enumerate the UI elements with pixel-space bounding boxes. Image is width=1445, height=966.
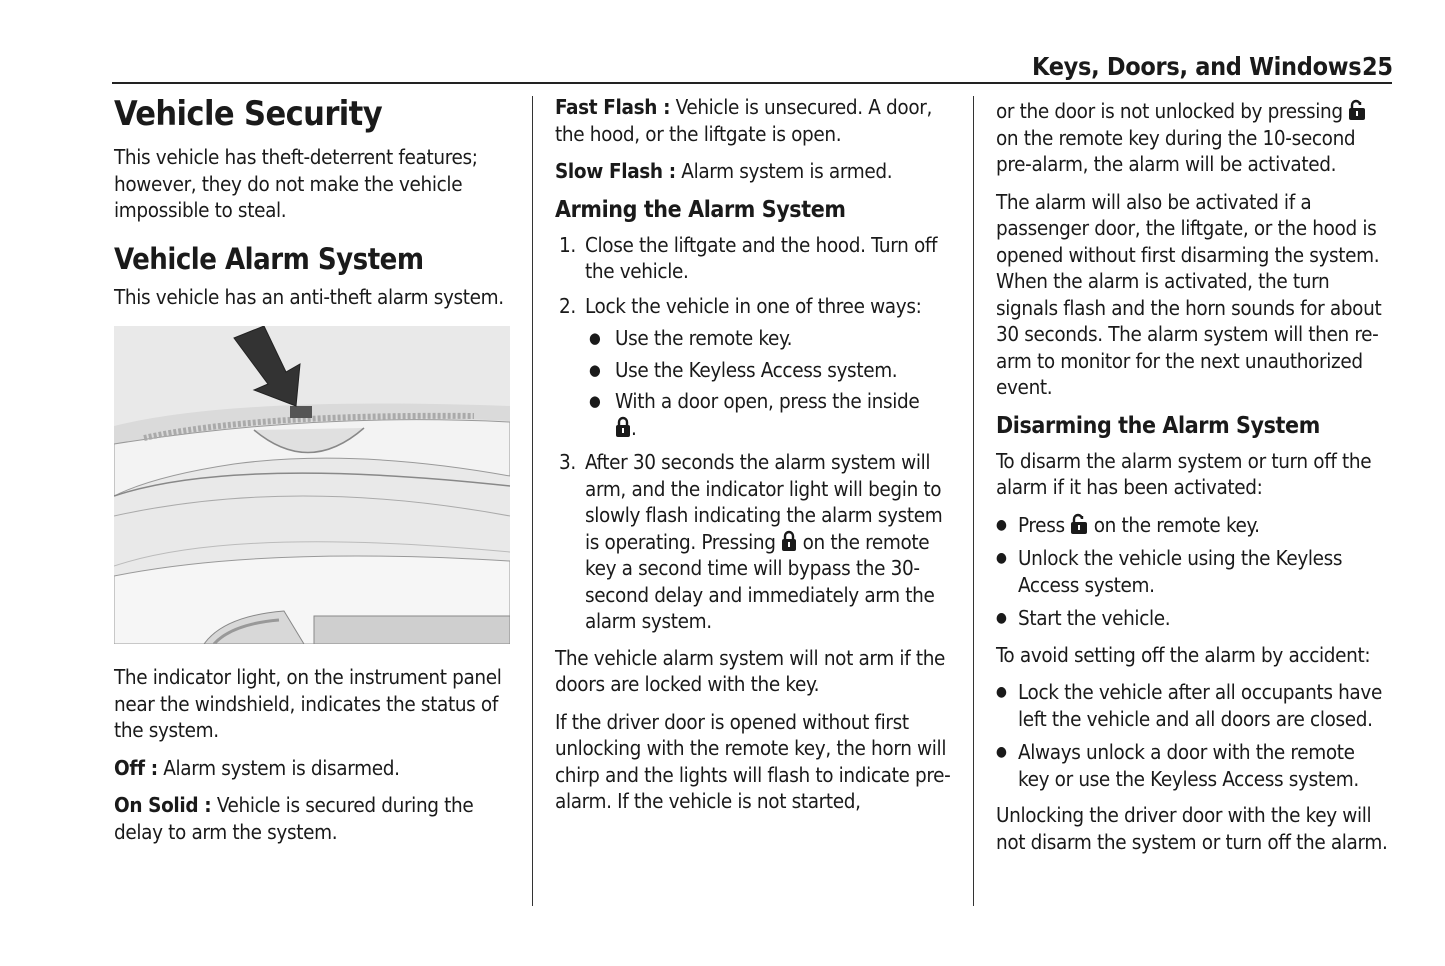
step-3-text-a: After 30 seconds the alarm system will arm, and the indicator light will begin to slowly flash indicating the alarm system is operating. Pressing [585,450,943,554]
padlock-closed-icon [615,416,631,438]
arming-heading: Arming the Alarm System [555,196,846,223]
lock-way-text: With a door open, press the inside [615,389,920,413]
avoid-item: ● Always unlock a door with the remote key or use the Keyless Access system. [996,739,1391,792]
indicator-description: The indicator light, on the instrument panel near the windshield, indicates the status of the system. [114,665,502,742]
step-1-number: 1. [559,232,576,257]
slow-flash-text: Alarm system is armed. [675,159,893,183]
disarm-list [996,512,1391,632]
step-3-number: 3. [559,450,576,474]
arming-steps [555,232,955,635]
column-2 [555,94,955,826]
column-3 [996,98,1391,866]
fast-flash-text: Vehicle is unsecured. A door, the hood, or the liftgate is open. [555,95,932,146]
step-1 [555,232,955,285]
step-2 [555,293,955,442]
status-off-label: Off : [114,755,158,780]
status-on-solid-text: Vehicle is secured during the delay to arm the system. [114,793,474,844]
step-3-text-b: on the remote key a second time will bypass the 30-second delay and immediately arm the alarm system. [585,529,935,633]
column-divider-1 [532,96,533,906]
pre-alarm-text-b: on the remote key during the 10-second pre-alarm, the alarm will be activated. [996,125,1356,176]
padlock-open-icon [1348,99,1366,121]
security-intro: This vehicle has theft-deterrent features; however, they do not make the vehicle impossible to steal. [114,145,478,222]
step-1-text: Close the liftgate and the hood. Turn off the vehicle. [585,232,938,283]
disarm-item: ● Unlock the vehicle using the Keyless Access system. [996,545,1391,598]
step-2-number: 2. [559,293,576,318]
page-title: Vehicle Security [114,94,383,134]
column-divider-2 [973,96,974,906]
pre-alarm-continuation [996,98,1391,178]
alarm-intro: This vehicle has an anti-theft alarm system. [114,284,504,309]
alarm-activated-text: The alarm will also be activated if a passenger door, the liftgate, or the hood is opened without first disarming the system. When the alarm is activated, the turn signals flash and the horn sounds for about 30 seconds. The alarm system will then re-arm to monitor for the next unauthorized event. [996,189,1382,399]
status-on-solid [114,792,512,845]
pre-alarm-text-a: or the door is not unlocked by pressing [996,99,1349,123]
dashboard-indicator-figure [114,326,510,644]
lock-way-item: ● Use the Keyless Access system. [585,357,955,384]
status-slow-flash [555,158,955,185]
press-text-a: Press [1018,512,1071,537]
slow-flash-label: Slow Flash : [555,159,676,183]
disarm-item [996,512,1391,539]
alarm-heading: Vehicle Alarm System [114,241,424,276]
lock-ways-list [585,325,955,441]
header-rule [112,82,1392,84]
step-2-text: Lock the vehicle in one of three ways: [585,293,922,318]
fast-flash-label: Fast Flash : [555,95,671,119]
press-text-b: on the remote key. [1088,512,1260,537]
final-note: Unlocking the driver door with the key will not disarm the system or turn off the alarm. [996,803,1388,854]
status-fast-flash [555,94,955,147]
page-number: 25 [1362,52,1393,81]
disarm-item: ● Start the vehicle. [996,605,1391,632]
avoid-item: ● Lock the vehicle after all occupants have left the vehicle and all doors are closed. [996,679,1391,732]
padlock-open-icon [1070,513,1088,535]
section-title: Keys, Doors, and Windows [1032,52,1362,81]
lock-way-item [585,388,955,441]
status-off-text: Alarm system is disarmed. [157,755,400,780]
disarm-heading: Disarming the Alarm System [996,412,1320,439]
padlock-closed-icon [781,530,797,552]
not-arm-note: The vehicle alarm system will not arm if the doors are locked with the key. [555,645,946,696]
avoid-list [996,679,1391,792]
indicator-light [290,406,312,418]
column-1 [114,94,512,856]
status-on-solid-label: On Solid : [114,793,212,817]
lock-way-item: ● Use the remote key. [585,325,955,352]
driver-door-note: If the driver door is opened without first unlocking with the remote key, the horn will chirp and the lights will flash to indicate pre-alarm. If the vehicle is not started, [555,709,951,813]
avoid-intro: To avoid setting off the alarm by accident: [996,642,1371,667]
step-3 [555,449,955,635]
disarm-intro: To disarm the alarm system or turn off the alarm if it has been activated: [996,448,1372,499]
lock-way-end: . [631,415,637,440]
status-off [114,755,512,782]
